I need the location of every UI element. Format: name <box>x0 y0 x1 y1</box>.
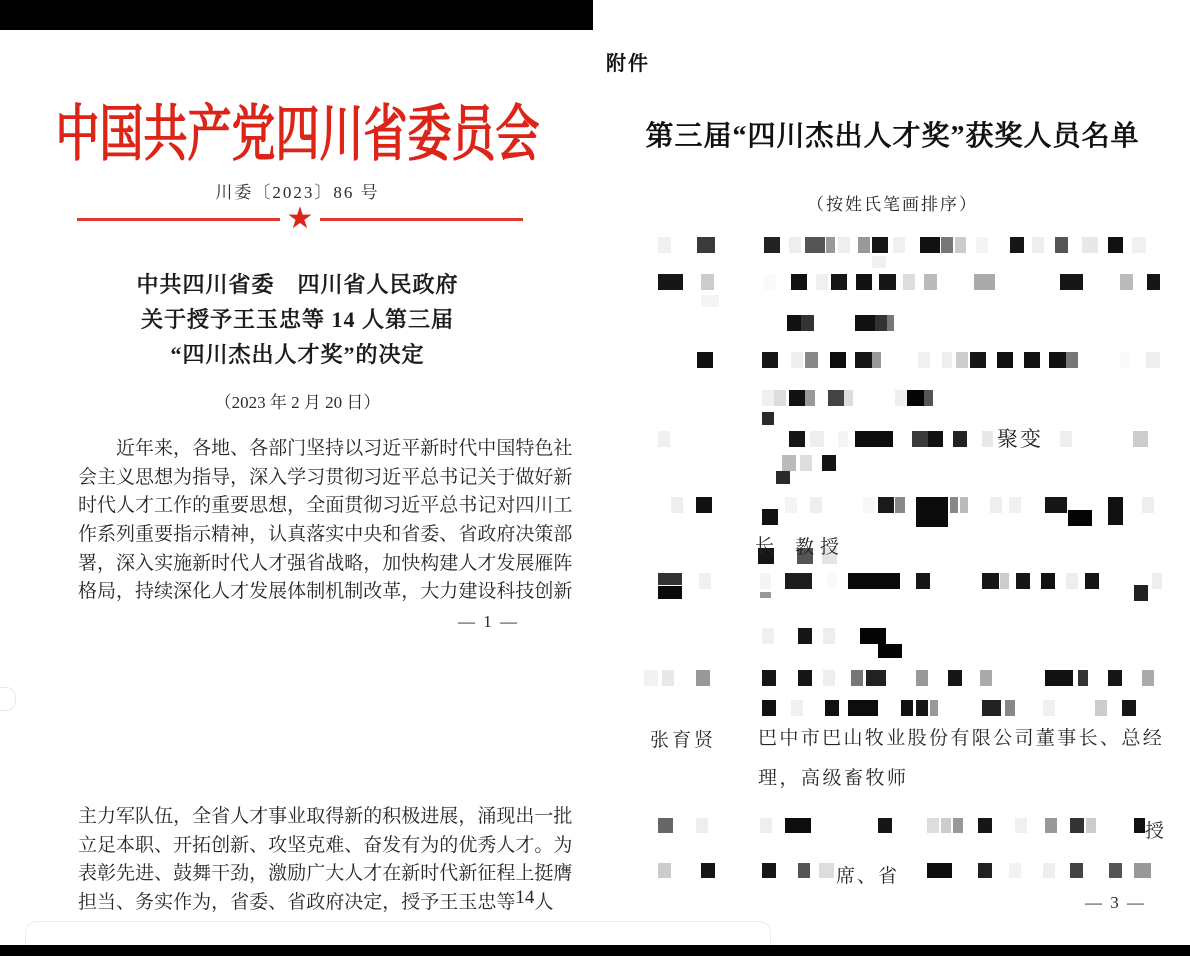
redaction-block <box>1060 431 1072 447</box>
redaction-block <box>1078 670 1088 686</box>
redaction-block <box>787 315 801 331</box>
redaction-block <box>982 573 999 589</box>
redaction-block <box>760 592 771 598</box>
redaction-block <box>701 274 714 290</box>
award-list-title: 第三届“四川杰出人才奖”获奖人员名单 <box>645 121 1140 152</box>
redaction-block <box>863 497 875 513</box>
visible-text-fragment: 长 <box>755 536 775 557</box>
redaction-block <box>1086 818 1096 833</box>
redaction-block <box>918 352 930 368</box>
redaction-block <box>976 237 988 253</box>
redaction-block <box>855 431 893 447</box>
attachment-label: 附件 <box>606 53 650 75</box>
redaction-block <box>879 274 896 290</box>
text-line: 理，高级畜牧师 <box>758 767 909 789</box>
redaction-block <box>658 274 683 290</box>
redaction-block <box>801 315 814 331</box>
redaction-block <box>776 471 790 484</box>
redaction-block <box>671 497 683 513</box>
redaction-block <box>974 274 995 290</box>
redaction-block <box>1068 510 1092 526</box>
redaction-block <box>1005 700 1015 716</box>
redaction-block <box>872 352 881 368</box>
redaction-block <box>997 352 1013 368</box>
red-star-icon: ★ <box>286 201 314 236</box>
redaction-block <box>1082 237 1098 253</box>
redaction-block <box>789 431 805 447</box>
text-line: “四川杰出人才奖”的决定 <box>170 342 425 367</box>
redaction-block <box>791 274 807 290</box>
redaction-block <box>956 352 968 368</box>
redaction-block <box>855 315 875 331</box>
redaction-block <box>970 352 986 368</box>
redaction-block <box>942 352 952 368</box>
red-divider-rule <box>77 201 523 236</box>
redaction-block <box>762 700 776 716</box>
redaction-block <box>789 390 805 406</box>
redaction-block <box>1010 237 1024 253</box>
winner-name: 张育贤 <box>650 730 717 751</box>
page-number-1: — 1 — <box>458 612 519 631</box>
redaction-block <box>982 700 1001 716</box>
redaction-block <box>901 700 913 716</box>
redaction-block <box>699 573 711 589</box>
redaction-block <box>662 670 674 686</box>
text-line: 关于授予王玉忠等 14 人第三届 <box>140 307 454 332</box>
redaction-block <box>762 352 778 368</box>
redaction-block <box>805 237 825 253</box>
redaction-block <box>1055 237 1068 253</box>
red-rule-right-segment <box>320 218 523 221</box>
text-line: 担 当 、 务 实 作 为 ， 省 委 、 省 政 府 决 定 ， 授 予 王 玉 忠 等 1 4 人 <box>78 886 554 913</box>
redaction-block <box>866 670 886 686</box>
party-committee-letterhead: 中国共产党四川省委员会 <box>55 100 540 169</box>
redaction-block <box>1000 573 1009 589</box>
redaction-block <box>1060 274 1083 290</box>
redaction-block <box>1015 818 1027 833</box>
redaction-block <box>848 573 900 589</box>
redaction-block <box>930 700 938 716</box>
redaction-block <box>1016 573 1030 589</box>
redaction-block <box>697 237 715 253</box>
redaction-block <box>1009 497 1021 513</box>
redaction-block <box>819 863 834 878</box>
redaction-block <box>798 628 812 644</box>
redaction-block <box>916 497 948 527</box>
redaction-block <box>927 863 952 878</box>
redaction-block <box>851 670 863 686</box>
redaction-block <box>887 315 894 331</box>
redaction-block <box>924 390 933 406</box>
redaction-block <box>658 237 671 253</box>
redaction-block <box>1024 352 1040 368</box>
redaction-block <box>800 455 812 471</box>
redaction-block <box>1108 497 1123 525</box>
redaction-block <box>878 497 894 513</box>
redaction-block <box>810 497 822 513</box>
visible-text-fragment: 授 <box>1145 821 1165 842</box>
redaction-block <box>825 700 839 716</box>
redaction-block <box>848 700 878 716</box>
redaction-block <box>978 818 992 833</box>
redaction-block <box>1066 352 1078 368</box>
decision-date: （2023 年 2 月 20 日） <box>214 393 381 412</box>
redaction-block <box>1095 700 1107 716</box>
redaction-block <box>950 497 958 513</box>
page-curl-edge-bottom <box>25 921 771 947</box>
redaction-block <box>798 863 810 878</box>
redaction-block <box>1009 863 1021 878</box>
redaction-block <box>916 670 928 686</box>
text-line: 主 力 军 队 伍 ， 全 省 人 才 事 业 取 得 新 的 积 极 进 展 ， 涌 现 出 一 批 <box>78 806 573 827</box>
redaction-block <box>860 628 886 644</box>
redaction-block <box>948 670 962 686</box>
redaction-block <box>658 586 682 599</box>
redaction-block <box>764 237 780 253</box>
redaction-block <box>1109 863 1122 878</box>
text-line: 中共四川省委 四川省人民政府 <box>136 272 459 297</box>
redaction-block <box>903 274 915 290</box>
redaction-block <box>805 352 818 368</box>
redaction-block <box>762 412 774 425</box>
redaction-block <box>1120 274 1133 290</box>
redaction-block <box>1041 573 1055 589</box>
text-line: 立 足 本 职 、 开 拓 创 新 、 攻 坚 克 难 、 奋 发 有 为 的 优 秀 人 才 。 为 <box>78 834 573 856</box>
redaction-block <box>774 390 786 406</box>
redaction-block <box>838 237 850 253</box>
redaction-block <box>760 818 772 833</box>
red-rule-left-segment <box>77 218 280 221</box>
redaction-block <box>1147 274 1160 290</box>
redaction-block <box>875 315 887 331</box>
redaction-block <box>916 573 930 589</box>
redaction-block <box>907 390 924 406</box>
redaction-block <box>872 256 886 268</box>
winner-description <box>758 723 1162 802</box>
bottom-black-bar <box>0 945 1190 956</box>
text-line: 格 局 ， 持 续 深 化 人 才 发 展 体 制 机 制 改 革 ， 大 力 建 设 科 技 创 新 <box>78 581 573 603</box>
redaction-block <box>1043 700 1055 716</box>
page-curl-edge-left <box>0 687 16 711</box>
redaction-block <box>789 237 801 253</box>
redaction-block <box>1070 863 1083 878</box>
redaction-block <box>953 818 963 833</box>
redaction-block <box>927 818 939 833</box>
redaction-block <box>644 670 658 686</box>
redaction-block <box>941 818 951 833</box>
redaction-block <box>701 295 719 307</box>
redaction-block <box>855 352 872 368</box>
redaction-block <box>696 670 710 686</box>
redaction-block <box>928 431 943 447</box>
redaction-block <box>982 431 993 447</box>
redaction-block <box>827 573 837 589</box>
redaction-block <box>798 670 812 686</box>
redaction-block <box>696 497 712 513</box>
redaction-block <box>1134 863 1151 878</box>
redaction-block <box>822 455 836 471</box>
redaction-block <box>791 352 803 368</box>
redaction-block <box>893 237 905 253</box>
redaction-block <box>1049 352 1066 368</box>
text-line: 作 系 列 重 要 指 示 精 神 ， 认 真 落 实 中 央 和 省 委 、 省 政 府 决 策 部 <box>78 523 573 545</box>
redaction-block <box>1133 431 1148 447</box>
redaction-block <box>785 573 812 589</box>
redaction-block <box>1142 497 1154 513</box>
redaction-block <box>764 274 776 290</box>
body-paragraph-1 <box>78 433 573 605</box>
redaction-block <box>1134 818 1145 833</box>
redaction-block <box>912 431 928 447</box>
text-line: 署 ， 深 入 实 施 新 时 代 人 才 强 省 战 略 ， 加 快 构 建 人 才 发 展 雁 阵 <box>78 552 573 574</box>
redaction-block <box>828 390 844 406</box>
redaction-block <box>1108 670 1122 686</box>
redaction-block <box>658 573 682 585</box>
redaction-block <box>810 431 824 447</box>
redaction-block <box>1085 573 1099 589</box>
redaction-block <box>955 237 966 253</box>
redaction-block <box>1070 818 1084 833</box>
redaction-block <box>960 497 968 513</box>
redaction-block <box>823 628 835 644</box>
text-line: 巴 中 市 巴 山 牧 业 股 份 有 限 公 司 董 事 长 、 总 经 <box>758 728 1162 749</box>
redaction-block <box>1134 585 1148 601</box>
redaction-block <box>1120 352 1130 368</box>
redaction-block <box>791 700 803 716</box>
redaction-block <box>872 237 888 253</box>
decision-title <box>0 268 595 373</box>
redaction-block <box>978 863 992 878</box>
text-line: 近 年 来 ， 各 地 、 各 部 门 坚 持 以 习 近 平 新 时 代 中 国 特 色 社 <box>116 438 573 459</box>
redaction-block <box>980 670 992 686</box>
redaction-block <box>826 237 835 253</box>
redaction-block <box>762 628 774 644</box>
visible-text-fragment: 聚变 <box>997 427 1043 451</box>
redaction-block <box>782 455 796 471</box>
redaction-block <box>838 431 848 447</box>
document-number: 川委〔2023〕86 号 <box>215 183 380 202</box>
redaction-block <box>1108 237 1123 253</box>
redaction-block <box>831 274 847 290</box>
redaction-block <box>1132 237 1146 253</box>
redaction-block <box>658 431 670 447</box>
redaction-block <box>856 274 872 290</box>
redaction-block <box>823 670 835 686</box>
redaction-block <box>1045 670 1073 686</box>
redaction-block <box>760 573 771 589</box>
redaction-block <box>1122 700 1136 716</box>
redaction-block <box>924 274 937 290</box>
page-number-3: — 3 — <box>1085 893 1146 912</box>
redaction-block <box>1032 237 1044 253</box>
redaction-block <box>1146 352 1160 368</box>
redaction-block <box>805 390 815 406</box>
redaction-block <box>920 237 940 253</box>
redaction-block <box>941 237 953 253</box>
redaction-block <box>830 352 846 368</box>
redaction-block <box>785 497 797 513</box>
redaction-block <box>990 497 1002 513</box>
redaction-block <box>762 509 778 525</box>
redaction-block <box>844 390 853 406</box>
redaction-block <box>878 644 902 658</box>
redaction-block <box>658 818 673 833</box>
redaction-block <box>916 700 928 716</box>
redaction-block <box>953 431 967 447</box>
visible-text-fragment: 教授 <box>795 537 846 558</box>
redaction-block <box>696 818 708 833</box>
redaction-block <box>697 352 713 368</box>
redaction-block <box>1142 670 1154 686</box>
redaction-block <box>1152 573 1162 589</box>
redaction-block <box>1045 818 1057 833</box>
text-line: 时 代 人 才 工 作 的 重 要 思 想 ， 全 面 贯 彻 习 近 平 总 书 记 对 四 川 工 <box>78 495 573 517</box>
redaction-block <box>785 818 811 833</box>
redaction-block <box>762 670 776 686</box>
redaction-block <box>895 390 907 406</box>
redaction-block <box>762 863 776 878</box>
redaction-block <box>762 390 774 406</box>
text-line: 表 彰 先 进 、 鼓 舞 干 劲 ， 激 励 广 大 人 才 在 新 时 代 新 征 程 上 挺 膺 <box>78 863 573 885</box>
text-line: 会 主 义 思 想 为 指 导 ， 深 入 学 习 贯 彻 习 近 平 总 书 记 关 于 做 好 新 <box>78 466 573 488</box>
visible-text-fragment: 席、省 <box>836 866 900 887</box>
top-left-black-bar <box>0 0 593 30</box>
redaction-block <box>701 863 715 878</box>
redaction-block <box>895 497 905 513</box>
redaction-block <box>816 274 828 290</box>
award-list-subtitle: （按姓氏笔画排序） <box>807 195 978 214</box>
redaction-block <box>1045 497 1067 513</box>
redaction-block <box>1043 863 1055 878</box>
redaction-block <box>878 818 892 833</box>
redaction-block <box>858 237 870 253</box>
redaction-block <box>1066 573 1078 589</box>
redaction-block <box>658 863 671 878</box>
